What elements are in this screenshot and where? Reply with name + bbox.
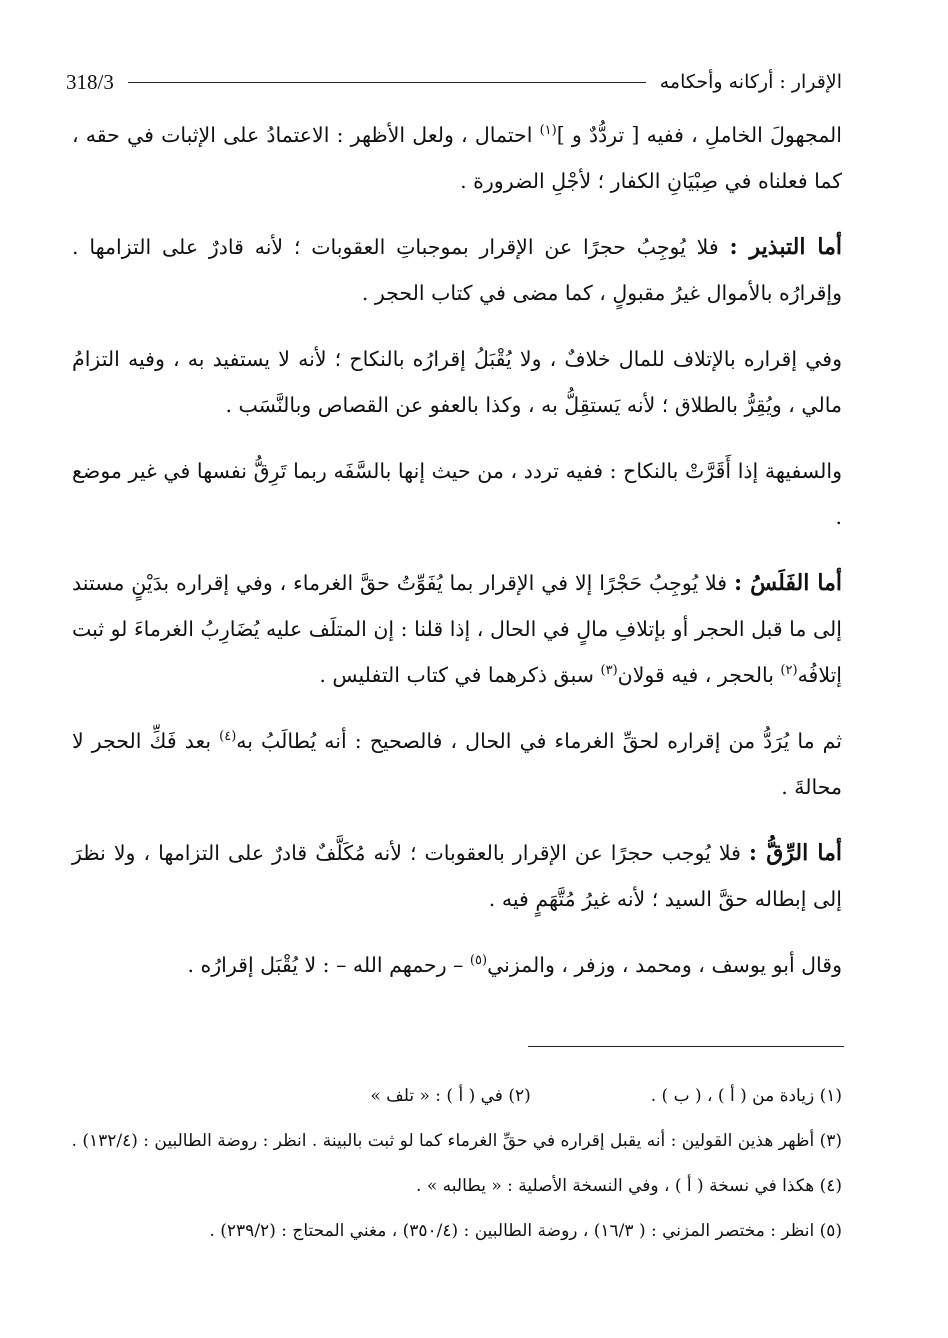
footnote-ref-5: (٥)	[469, 953, 488, 969]
paragraph-1-text-a: المجهولَ الخاملِ ، ففيه [ تردُّدٌ و ]	[556, 123, 842, 147]
running-title: الإقرار : أركانه وأحكامه	[659, 71, 842, 93]
paragraph-1	[72, 112, 842, 204]
paragraph-5-text-a: فلا يُوجِبُ حَجْرًا إلا في الإقرار بما يُفَوِّتُ حقَّ الغرماء ، وفي إقراره بدَيْنٍ مستند إلى ما قبل الحجر أو بإتلافِ مالٍ في الحال ، إذا قلنا : إن المتلَف عليه يُضَارِبُ الغرماءَ لو ثبت إتلافُه	[72, 571, 842, 687]
footnote-row-1-2	[82, 1074, 842, 1119]
paragraph-6-text-a: ثم ما يُرَدُّ من إقراره لحقِّ الغرماء في الحال ، فالصحيح : أنه يُطالَبُ به	[236, 729, 842, 753]
page-number: 318/3	[66, 69, 114, 94]
footnote-2: (٢) في ( أ ) : « تلف »	[370, 1086, 531, 1106]
paragraph-2	[72, 224, 842, 316]
paragraph-5	[72, 560, 842, 698]
section-heading-riqq: أما الرِّقُّ :	[748, 840, 843, 866]
footnote-ref-4: (٤)	[219, 729, 237, 745]
footnote-separator	[528, 1046, 844, 1047]
paragraph-6-text-b: بعد فَكِّ الحجر لا محالةَ .	[72, 729, 842, 799]
paragraph-2-text: فلا يُوجِبُ حجرًا عن الإقرار بموجباتِ العقوبات ؛ لأنه قادرٌ على التزامها . وإقرارُه بالأموال غيرُ مقبولٍ ، كما مضى في كتاب الحجر .	[72, 235, 842, 305]
paragraph-8	[72, 942, 842, 988]
paragraph-4: والسفيهة إذا أَقَرَّتْ بالنكاح : ففيه تردد ، من حيث إنها بالسَّفَه ربما تَرِقُّ نفسها في غير موضع .	[72, 459, 842, 529]
main-text	[72, 112, 842, 1000]
paragraph-6	[72, 718, 842, 810]
footnote-ref-2: (٢)	[780, 663, 798, 679]
paragraph-8-text-a: وقال أبو يوسف ، ومحمد ، وزفر ، والمزني	[487, 953, 842, 977]
paragraph-5-text-c: سبق ذكرهما في كتاب التفليس .	[319, 663, 601, 687]
section-heading-falas: أما الفَلَسُ :	[733, 570, 842, 596]
footnote-5: (٥) انظر : مختصر المزني : ( ١٦/٣) ، روضة الطالبين : (٣٥٠/٤) ، مغني المحتاج : (٢٣٩/٢) .	[209, 1221, 842, 1241]
footnote-ref-3: (٣)	[600, 663, 618, 679]
footnote-1: (١) زيادة من ( أ ) ، ( ب ) .	[650, 1086, 842, 1106]
footnote-3: (٣) أظهر هذين القولين : أنه يقبل إقراره في حقِّ الغرماء كما لو ثبت بالبينة . انظر : روضة الطالبين : (١٣٢/٤) .	[71, 1131, 842, 1151]
paragraph-5-text-b: بالحجر ، فيه قولان	[617, 663, 781, 687]
header-rule	[128, 82, 646, 83]
paragraph-7	[72, 830, 842, 922]
footnote-ref-1: (١)	[539, 123, 557, 139]
footnotes	[71, 1074, 842, 1254]
paragraph-7-text: فلا يُوجب حجرًا عن الإقرار بالعقوبات ؛ لأنه مُكَلَّفٌ قادرٌ على التزامها ، ولا نظرَ إلى إبطاله حقَّ السيد ؛ لأنه غيرُ مُتَّهَمٍ فيه .	[72, 841, 842, 911]
footnote-4: (٤) هكذا في نسخة ( أ ) ، وفي النسخة الأصلية : « يطالبه » .	[416, 1176, 842, 1196]
section-heading-tabdhir: أما التبذير :	[729, 234, 842, 260]
running-header	[66, 62, 842, 102]
paragraph-3: وفي إقراره بالإتلاف للمال خلافٌ ، ولا يُقْبَلُ إقرارُه بالنكاح ؛ لأنه لا يستفيد به ، وفيه التزامُ مالي ، ويُقِرُّ بالطلاق ؛ لأنه يَستقِلُّ به ، وكذا بالعفو عن القصاص وبالنَّسَب .	[72, 347, 842, 417]
paragraph-1-text-b: احتمال ، ولعل الأظهر : الاعتمادُ على الإثبات في حقه ، كما فعلناه في صِبْيَانِ الكفار ؛ لأجْلِ الضرورة .	[72, 123, 842, 193]
paragraph-8-text-b: – رحمهم الله – : لا يُقْبَل إقرارُه .	[187, 953, 470, 977]
